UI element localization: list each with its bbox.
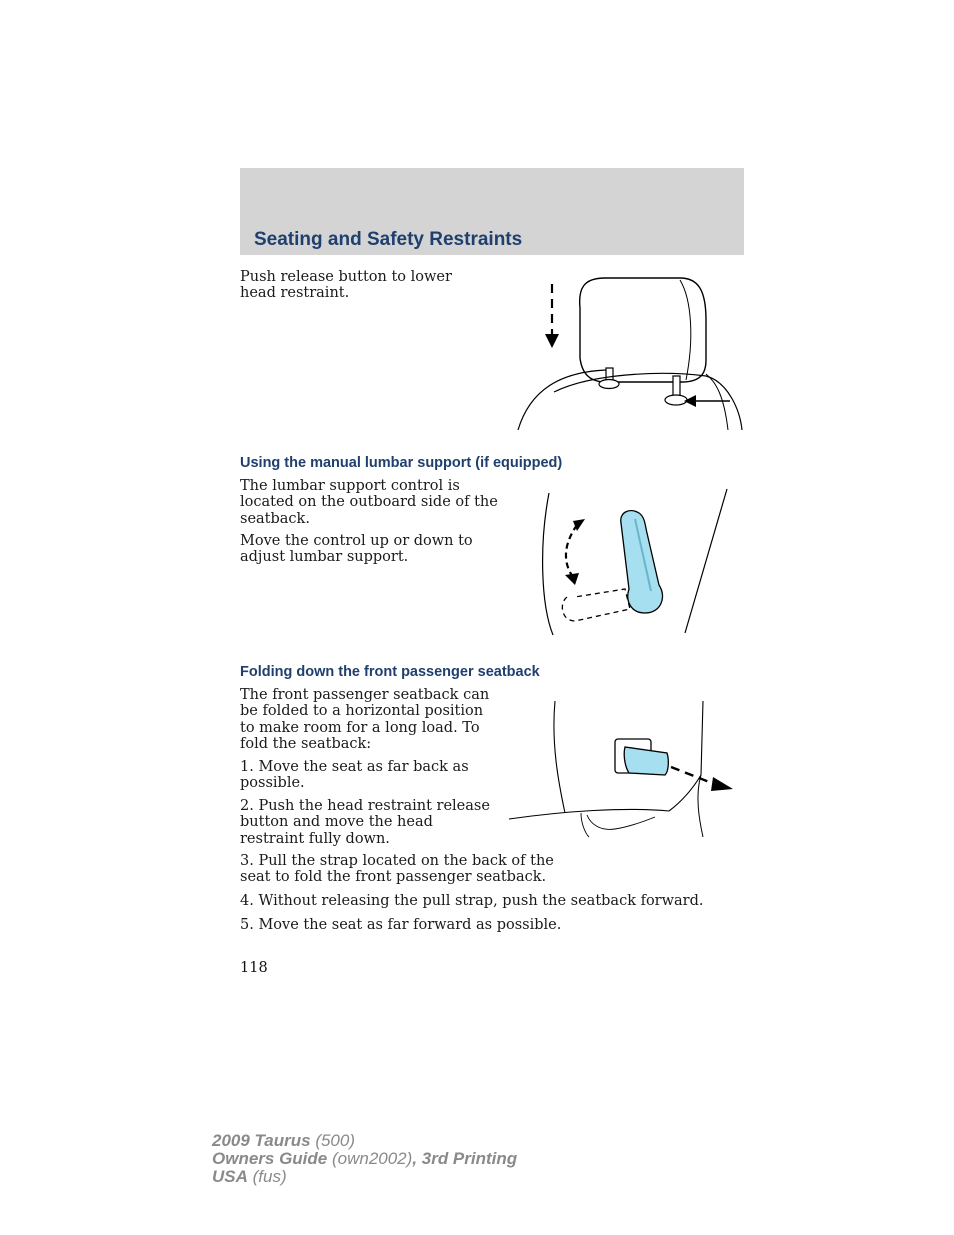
page-number: 118 [240, 960, 268, 976]
footer-guide: Owners Guide [212, 1149, 328, 1168]
folding-heading: Folding down the front passenger seatback [240, 664, 540, 680]
folding-step-5: 5. Move the seat as far forward as possible. [240, 917, 562, 933]
lumbar-paragraph-2: Move the control up or down to adjust lumbar support. [240, 533, 473, 566]
footer-market: USA [212, 1167, 248, 1186]
footer-market-code: (fus) [247, 1167, 287, 1186]
head-restraint-text: Push release button to lower head restraint. [240, 269, 452, 302]
folding-step-4: 4. Without releasing the pull strap, push the seatback forward. [240, 893, 704, 909]
folding-step-1: 1. Move the seat as far back as possible. [240, 759, 469, 792]
seatback-strap-illustration [505, 695, 740, 845]
head-restraint-illustration [510, 270, 750, 435]
lumbar-paragraph-1: The lumbar support control is located on the outboard side of the seatback. [240, 478, 498, 527]
folding-intro: The front passenger seatback can be folded to a horizontal position to make room for a long load. To fold the seatback: [240, 687, 490, 753]
footer-printing: , 3rd Printing [412, 1149, 518, 1168]
section-title: Seating and Safety Restraints [254, 229, 523, 250]
document-footer [212, 1132, 517, 1186]
folding-step-3: 3. Pull the strap located on the back of the seat to fold the front passenger seatback. [240, 853, 554, 886]
lumbar-heading: Using the manual lumbar support (if equipped) [240, 455, 563, 471]
lumbar-control-illustration [535, 485, 735, 640]
footer-model: 2009 Taurus [212, 1131, 311, 1150]
folding-step-2: 2. Push the head restraint release button and move the head restraint fully down. [240, 798, 490, 847]
section-header-band [240, 168, 744, 255]
footer-guide-code: (own2002) [327, 1149, 413, 1168]
footer-model-code: (500) [310, 1131, 356, 1150]
